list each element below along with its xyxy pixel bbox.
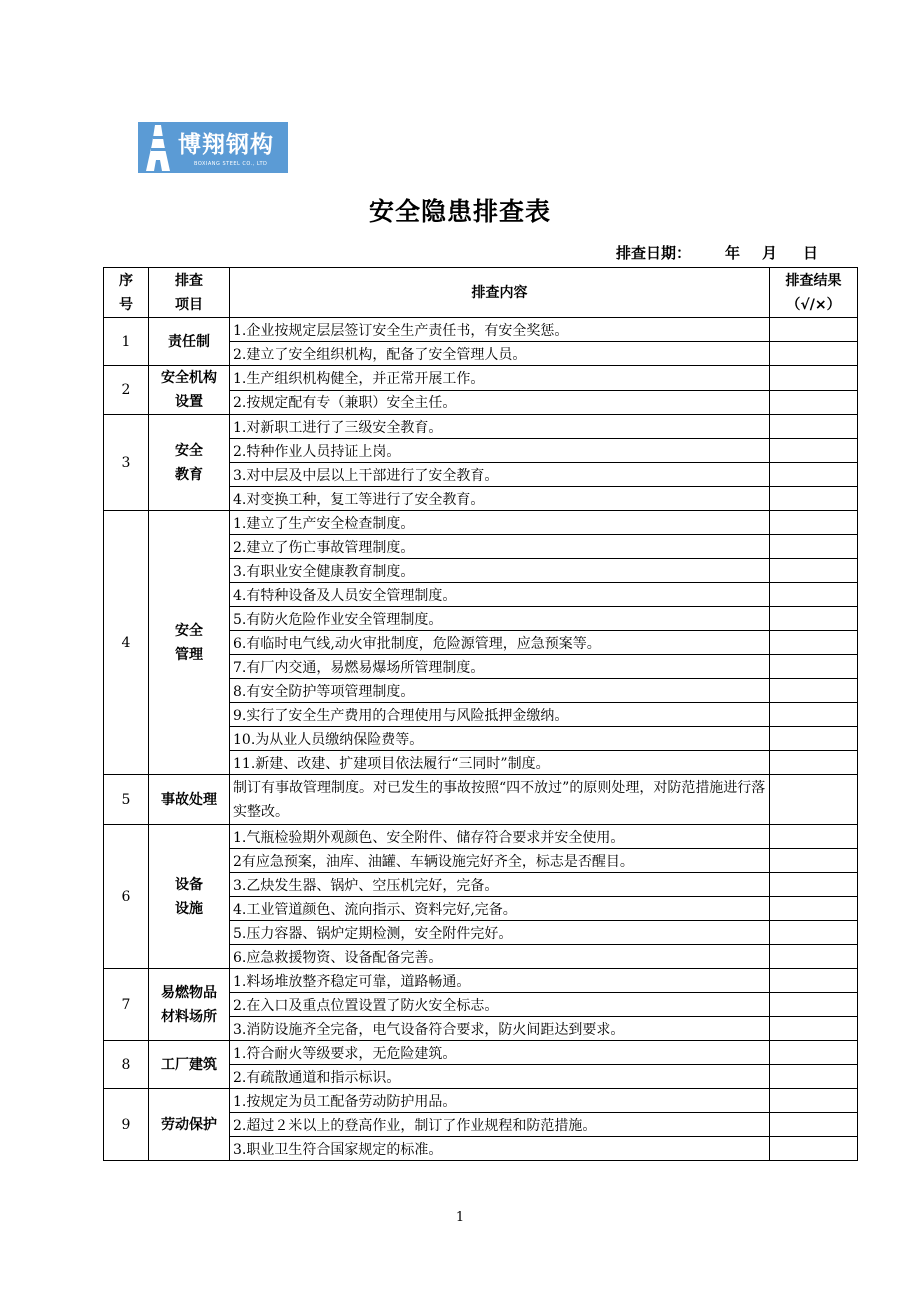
inspection-item [149, 415, 230, 511]
inspection-content: 2.建立了安全组织机构，配备了安全管理人员。 [230, 342, 770, 366]
inspection-content: 制订有事故管理制度。对已发生的事故按照“四不放过”的原则处理，对防范措施进行落实整改。 [230, 775, 770, 825]
inspection-item [149, 318, 230, 366]
inspection-content: 4.有特种设备及人员安全管理制度。 [230, 583, 770, 607]
header-content: 排查内容 [230, 268, 770, 318]
inspection-content: 6.应急救援物资、设备配备完善。 [230, 945, 770, 969]
inspection-item [149, 1041, 230, 1089]
inspection-content: 10.为从业人员缴纳保险费等。 [230, 727, 770, 751]
inspection-content: 5.有防火危险作业安全管理制度。 [230, 607, 770, 631]
inspection-content: 1.符合耐火等级要求，无危险建筑。 [230, 1041, 770, 1065]
row-number: 7 [104, 969, 149, 1041]
row-number: 1 [104, 318, 149, 366]
inspection-content: 1.按规定为员工配备劳动防护用品。 [230, 1089, 770, 1113]
inspection-item-line: 安全 [175, 442, 203, 459]
row-number: 4 [104, 511, 149, 775]
inspection-result-cell[interactable] [770, 969, 858, 993]
inspection-result-cell[interactable] [770, 1089, 858, 1113]
inspection-item-line: 责任制 [168, 333, 210, 350]
inspection-content: 3.对中层及中层以上干部进行了安全教育。 [230, 463, 770, 487]
inspection-content: 2.有疏散通道和指示标识。 [230, 1065, 770, 1089]
table-row [104, 415, 858, 439]
inspection-item-line: 劳动保护 [161, 1116, 217, 1133]
row-number: 3 [104, 415, 149, 511]
inspection-result-cell[interactable] [770, 1137, 858, 1161]
page-number: 1 [455, 1210, 465, 1225]
inspection-result-cell[interactable] [770, 583, 858, 607]
inspection-item [149, 1089, 230, 1161]
header-no [104, 268, 149, 318]
inspection-content: 2.特种作业人员持证上岗。 [230, 439, 770, 463]
inspection-item-line: 材料场所 [161, 1008, 217, 1025]
inspection-result-cell[interactable] [770, 631, 858, 655]
inspection-content: 5.压力容器、锅炉定期检测，安全附件完好。 [230, 921, 770, 945]
inspection-result-cell[interactable] [770, 463, 858, 487]
inspection-content: 2.在入口及重点位置设置了防火安全标志。 [230, 993, 770, 1017]
inspection-content: 4.对变换工种，复工等进行了安全教育。 [230, 487, 770, 511]
page-title: 安全隐患排查表 [368, 197, 551, 226]
header-result-1: 排查结果 [785, 272, 842, 289]
inspection-item-line: 安全 [175, 622, 203, 639]
inspection-content: 2.按规定配有专（兼职）安全主任。 [230, 390, 770, 415]
inspection-item-line: 管理 [175, 646, 203, 663]
inspection-result-cell[interactable] [770, 1065, 858, 1089]
inspection-content: 1.企业按规定层层签订安全生产责任书，有安全奖惩。 [230, 318, 770, 342]
inspection-result-cell[interactable] [770, 439, 858, 463]
inspection-result-cell[interactable] [770, 751, 858, 775]
header-no-1: 序 [119, 272, 133, 289]
inspection-result-cell[interactable] [770, 679, 858, 703]
inspection-content: 3.消防设施齐全完备，电气设备符合要求，防火间距达到要求。 [230, 1017, 770, 1041]
inspection-content: 11.新建、改建、扩建项目依法履行“三同时”制度。 [230, 751, 770, 775]
inspection-result-cell[interactable] [770, 945, 858, 969]
row-number: 9 [104, 1089, 149, 1161]
table-row [104, 1089, 858, 1113]
inspection-result-cell[interactable] [770, 1017, 858, 1041]
inspection-result-cell[interactable] [770, 607, 858, 631]
table-row [104, 318, 858, 342]
date-label: 排查日期： [616, 244, 692, 262]
inspection-item-line: 教育 [175, 466, 203, 483]
inspection-result-cell[interactable] [770, 825, 858, 849]
inspection-content: 7.有厂内交通，易燃易爆场所管理制度。 [230, 655, 770, 679]
inspection-item-line: 设备 [175, 876, 203, 893]
row-number: 5 [104, 775, 149, 825]
inspection-result-cell[interactable] [770, 318, 858, 342]
logo-chinese-name: 博翔钢构 [178, 131, 274, 158]
header-item-2: 项目 [175, 296, 203, 313]
inspection-content: 1.料场堆放整齐稳定可靠，道路畅通。 [230, 969, 770, 993]
table-row [104, 1041, 858, 1065]
inspection-item [149, 825, 230, 969]
inspection-item-line: 设施 [175, 900, 203, 917]
date-day: 日 [803, 244, 819, 262]
inspection-content: 2有应急预案，油库、油罐、车辆设施完好齐全，标志是否醒目。 [230, 849, 770, 873]
header-item [149, 268, 230, 318]
inspection-item-line: 工厂建筑 [161, 1056, 217, 1073]
date-month: 月 [762, 244, 778, 262]
inspection-result-cell[interactable] [770, 921, 858, 945]
date-year: 年 [725, 244, 741, 262]
inspection-item [149, 511, 230, 775]
inspection-item [149, 969, 230, 1041]
inspection-item-line: 易燃物品 [161, 984, 217, 1001]
inspection-content: 1.对新职工进行了三级安全教育。 [230, 415, 770, 439]
inspection-content: 1.气瓶检验期外观颜色、安全附件、储存符合要求并安全使用。 [230, 825, 770, 849]
inspection-result-cell[interactable] [770, 873, 858, 897]
inspection-result-cell[interactable] [770, 897, 858, 921]
company-logo [138, 122, 288, 173]
table-row [104, 511, 858, 535]
inspection-item-line: 安全机构 [161, 370, 217, 386]
logo-english-name: BOXIANG STEEL CO., LTD [194, 161, 268, 167]
inspection-content: 9.实行了安全生产费用的合理使用与风险抵押金缴纳。 [230, 703, 770, 727]
inspection-result-cell[interactable] [770, 535, 858, 559]
inspection-result-cell[interactable] [770, 993, 858, 1017]
inspection-result-cell[interactable] [770, 655, 858, 679]
inspection-result-cell[interactable] [770, 342, 858, 366]
table-row [104, 775, 858, 825]
tower-icon [138, 122, 178, 173]
inspection-result-cell[interactable] [770, 1113, 858, 1137]
row-number: 8 [104, 1041, 149, 1089]
inspection-result-cell[interactable] [770, 390, 858, 415]
inspection-content: 3.有职业安全健康教育制度。 [230, 559, 770, 583]
inspection-content: 2.超过２米以上的登高作业，制订了作业规程和防范措施。 [230, 1113, 770, 1137]
inspection-content: 1.生产组织机构健全，并正常开展工作。 [230, 366, 770, 391]
inspection-result-cell[interactable] [770, 415, 858, 439]
inspection-item [149, 366, 230, 415]
table-row [104, 969, 858, 993]
header-result-2: （√/×） [786, 296, 841, 313]
inspection-content: 3.职业卫生符合国家规定的标准。 [230, 1137, 770, 1161]
inspection-content: 8.有安全防护等项管理制度。 [230, 679, 770, 703]
header-no-2: 号 [119, 296, 133, 313]
inspection-result-cell[interactable] [770, 849, 858, 873]
row-number: 6 [104, 825, 149, 969]
inspection-content: 2.建立了伤亡事故管理制度。 [230, 535, 770, 559]
row-number: 2 [104, 366, 149, 415]
inspection-content: 1.建立了生产安全检查制度。 [230, 511, 770, 535]
inspection-item-line: 事故处理 [161, 791, 217, 808]
table-row [104, 825, 858, 849]
inspection-table [103, 267, 858, 1161]
inspection-result-cell[interactable] [770, 775, 858, 825]
inspection-result-cell[interactable] [770, 487, 858, 511]
inspection-content: 6.有临时电气线,动火审批制度，危险源管理，应急预案等。 [230, 631, 770, 655]
header-result [770, 268, 858, 318]
inspection-result-cell[interactable] [770, 366, 858, 391]
inspection-date [616, 242, 818, 263]
inspection-result-cell[interactable] [770, 727, 858, 751]
inspection-result-cell[interactable] [770, 703, 858, 727]
inspection-item [149, 775, 230, 825]
inspection-result-cell[interactable] [770, 511, 858, 535]
inspection-content: 3.乙炔发生器、锅炉、空压机完好，完备。 [230, 873, 770, 897]
table-row [104, 366, 858, 391]
header-item-1: 排查 [175, 272, 203, 289]
inspection-item-line: 设置 [175, 394, 203, 410]
inspection-result-cell[interactable] [770, 1041, 858, 1065]
inspection-result-cell[interactable] [770, 559, 858, 583]
inspection-content: 4.工业管道颜色、流向指示、资料完好,完备。 [230, 897, 770, 921]
